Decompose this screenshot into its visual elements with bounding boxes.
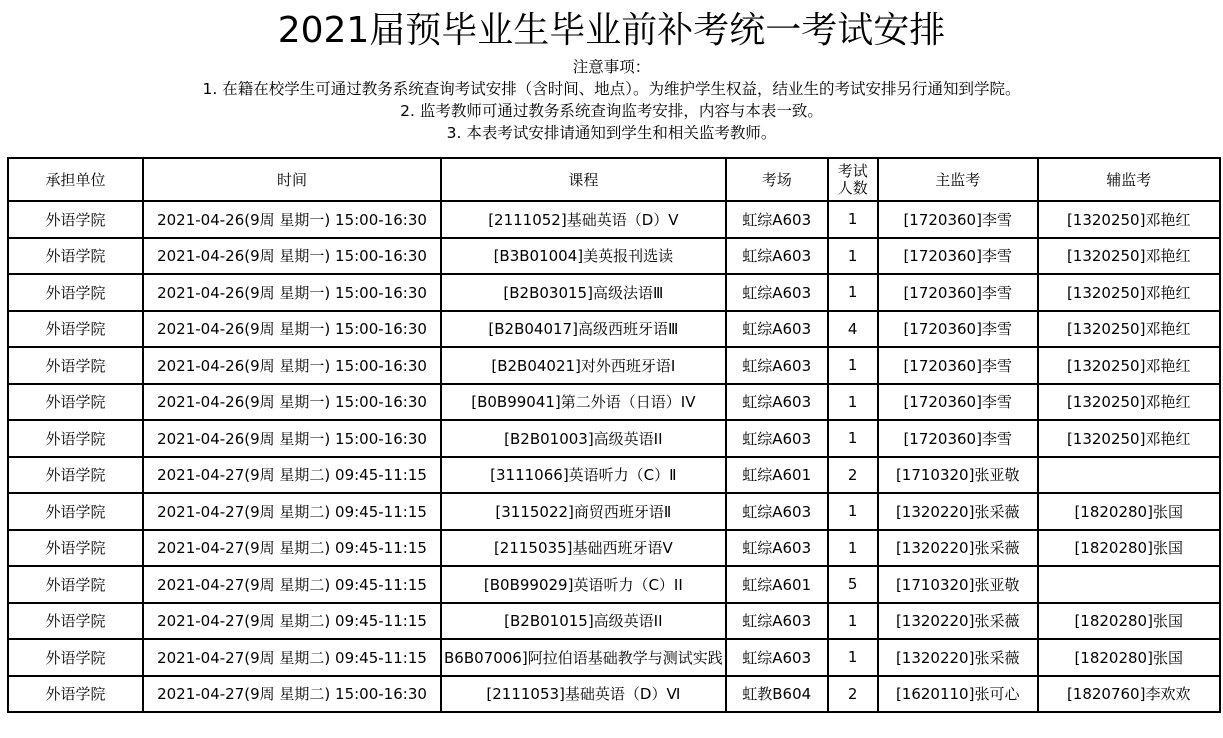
table-row [8, 603, 1220, 640]
cell-room: 虹综A603 [726, 201, 828, 238]
cell-room: 虹综A601 [726, 457, 828, 494]
cell-chief: [1620110]张可心 [878, 676, 1038, 713]
cell-course: [3111066]英语听力（C）Ⅱ [441, 457, 726, 494]
cell-room: 虹综A603 [726, 639, 828, 676]
table-row [8, 566, 1220, 603]
cell-time: 2021-04-27(9周 星期二) 09:45-11:15 [143, 530, 441, 567]
cell-chief: [1710320]张亚敬 [878, 566, 1038, 603]
table-row [8, 274, 1220, 311]
table-row [8, 530, 1220, 567]
cell-chief: [1720360]李雪 [878, 311, 1038, 348]
cell-room: 虹综A603 [726, 274, 828, 311]
cell-room: 虹综A603 [726, 530, 828, 567]
table-row [8, 238, 1220, 275]
table-row [8, 639, 1220, 676]
header-count [828, 158, 878, 201]
cell-room: 虹综A603 [726, 420, 828, 457]
cell-chief: [1720360]李雪 [878, 420, 1038, 457]
cell-time: 2021-04-26(9周 星期一) 15:00-16:30 [143, 201, 441, 238]
cell-course: [B2B04021]对外西班牙语I [441, 347, 726, 384]
cell-chief: [1320220]张采薇 [878, 493, 1038, 530]
cell-chief: [1320220]张采薇 [878, 530, 1038, 567]
cell-course: [B2B01003]高级英语II [441, 420, 726, 457]
cell-time: 2021-04-26(9周 星期一) 15:00-16:30 [143, 238, 441, 275]
cell-time: 2021-04-27(9周 星期二) 15:00-16:30 [143, 676, 441, 713]
cell-count: 4 [828, 311, 878, 348]
header-chief: 主监考 [878, 158, 1038, 201]
cell-room: 虹综A603 [726, 347, 828, 384]
table-row [8, 311, 1220, 348]
cell-unit: 外语学院 [8, 274, 143, 311]
cell-course: [B2B01015]高级英语II [441, 603, 726, 640]
cell-course: B6B07006]阿拉伯语基础教学与测试实践 [441, 639, 726, 676]
cell-course: [2111052]基础英语（D）Ⅴ [441, 201, 726, 238]
cell-room: 虹综A603 [726, 238, 828, 275]
cell-room: 虹综A603 [726, 603, 828, 640]
cell-chief: [1720360]李雪 [878, 347, 1038, 384]
cell-unit: 外语学院 [8, 311, 143, 348]
cell-assistant: [1320250]邓艳红 [1038, 347, 1220, 384]
cell-room: 虹综A603 [726, 384, 828, 421]
note-item: 3. 本表考试安排请通知到学生和相关监考教师。 [446, 124, 777, 142]
cell-chief: [1720360]李雪 [878, 238, 1038, 275]
cell-assistant: [1820280]张国 [1038, 530, 1220, 567]
cell-assistant: [1820760]李欢欢 [1038, 676, 1220, 713]
header-count-line2: 人数 [837, 178, 868, 197]
notes-section [0, 56, 1223, 144]
cell-course: [B2B04017]高级西班牙语Ⅲ [441, 311, 726, 348]
cell-unit: 外语学院 [8, 676, 143, 713]
exam-schedule-table [7, 157, 1221, 713]
cell-time: 2021-04-27(9周 星期二) 09:45-11:15 [143, 603, 441, 640]
header-count-line1: 考试 [837, 161, 868, 180]
cell-count: 1 [828, 530, 878, 567]
cell-count: 1 [828, 420, 878, 457]
cell-room: 虹综A603 [726, 311, 828, 348]
cell-unit: 外语学院 [8, 201, 143, 238]
cell-assistant: [1320250]邓艳红 [1038, 274, 1220, 311]
cell-course: [B0B99041]第二外语（日语）IV [441, 384, 726, 421]
notes-heading: 注意事项： [572, 58, 651, 76]
cell-count: 1 [828, 238, 878, 275]
header-room: 考场 [726, 158, 828, 201]
note-item: 1. 在籍在校学生可通过教务系统查询考试安排（含时间、地点）。为维护学生权益，结业生的考试安排另行通知到学院。 [202, 80, 1021, 98]
cell-time: 2021-04-26(9周 星期一) 15:00-16:30 [143, 347, 441, 384]
cell-chief: [1320220]张采薇 [878, 639, 1038, 676]
cell-unit: 外语学院 [8, 384, 143, 421]
table-row [8, 347, 1220, 384]
cell-unit: 外语学院 [8, 530, 143, 567]
cell-assistant [1038, 566, 1220, 603]
cell-room: 虹教B604 [726, 676, 828, 713]
header-assistant: 辅监考 [1038, 158, 1220, 201]
cell-time: 2021-04-27(9周 星期二) 09:45-11:15 [143, 639, 441, 676]
table-row [8, 384, 1220, 421]
table-row [8, 457, 1220, 494]
cell-count: 5 [828, 566, 878, 603]
cell-count: 1 [828, 384, 878, 421]
cell-count: 1 [828, 201, 878, 238]
cell-count: 2 [828, 457, 878, 494]
cell-chief: [1710320]张亚敬 [878, 457, 1038, 494]
cell-time: 2021-04-27(9周 星期二) 09:45-11:15 [143, 493, 441, 530]
cell-course: [3115022]商贸西班牙语Ⅱ [441, 493, 726, 530]
cell-time: 2021-04-26(9周 星期一) 15:00-16:30 [143, 311, 441, 348]
cell-time: 2021-04-27(9周 星期二) 09:45-11:15 [143, 457, 441, 494]
cell-course: [2111053]基础英语（D）Ⅵ [441, 676, 726, 713]
cell-time: 2021-04-27(9周 星期二) 09:45-11:15 [143, 566, 441, 603]
cell-course: [B0B99029]英语听力（C）II [441, 566, 726, 603]
cell-unit: 外语学院 [8, 566, 143, 603]
cell-assistant: [1320250]邓艳红 [1038, 420, 1220, 457]
cell-assistant: [1320250]邓艳红 [1038, 384, 1220, 421]
table-row [8, 201, 1220, 238]
cell-assistant: [1820280]张国 [1038, 493, 1220, 530]
note-item: 2. 监考教师可通过教务系统查询监考安排，内容与本表一致。 [400, 102, 823, 120]
table-header-row [8, 158, 1220, 201]
cell-unit: 外语学院 [8, 347, 143, 384]
cell-count: 1 [828, 603, 878, 640]
cell-count: 2 [828, 676, 878, 713]
cell-assistant: [1320250]邓艳红 [1038, 201, 1220, 238]
cell-time: 2021-04-26(9周 星期一) 15:00-16:30 [143, 274, 441, 311]
cell-assistant: [1320250]邓艳红 [1038, 238, 1220, 275]
cell-chief: [1320220]张采薇 [878, 603, 1038, 640]
cell-unit: 外语学院 [8, 420, 143, 457]
cell-unit: 外语学院 [8, 457, 143, 494]
cell-time: 2021-04-26(9周 星期一) 15:00-16:30 [143, 384, 441, 421]
cell-count: 1 [828, 347, 878, 384]
cell-course: [B2B03015]高级法语Ⅲ [441, 274, 726, 311]
cell-count: 1 [828, 493, 878, 530]
page-title: 2021届预毕业生毕业前补考统一考试安排 [277, 10, 946, 51]
header-unit: 承担单位 [8, 158, 143, 201]
cell-assistant [1038, 457, 1220, 494]
cell-assistant: [1820280]张国 [1038, 603, 1220, 640]
cell-course: [2115035]基础西班牙语Ⅴ [441, 530, 726, 567]
cell-room: 虹综A603 [726, 493, 828, 530]
cell-chief: [1720360]李雪 [878, 274, 1038, 311]
cell-assistant: [1320250]邓艳红 [1038, 311, 1220, 348]
cell-unit: 外语学院 [8, 603, 143, 640]
cell-time: 2021-04-26(9周 星期一) 15:00-16:30 [143, 420, 441, 457]
cell-unit: 外语学院 [8, 493, 143, 530]
cell-count: 1 [828, 274, 878, 311]
cell-course: [B3B01004]美英报刊选读 [441, 238, 726, 275]
cell-unit: 外语学院 [8, 238, 143, 275]
cell-unit: 外语学院 [8, 639, 143, 676]
cell-assistant: [1820280]张国 [1038, 639, 1220, 676]
header-time: 时间 [143, 158, 441, 201]
table-row [8, 493, 1220, 530]
cell-room: 虹综A601 [726, 566, 828, 603]
cell-chief: [1720360]李雪 [878, 384, 1038, 421]
table-row [8, 676, 1220, 713]
cell-chief: [1720360]李雪 [878, 201, 1038, 238]
header-course: 课程 [441, 158, 726, 201]
table-row [8, 420, 1220, 457]
cell-count: 1 [828, 639, 878, 676]
